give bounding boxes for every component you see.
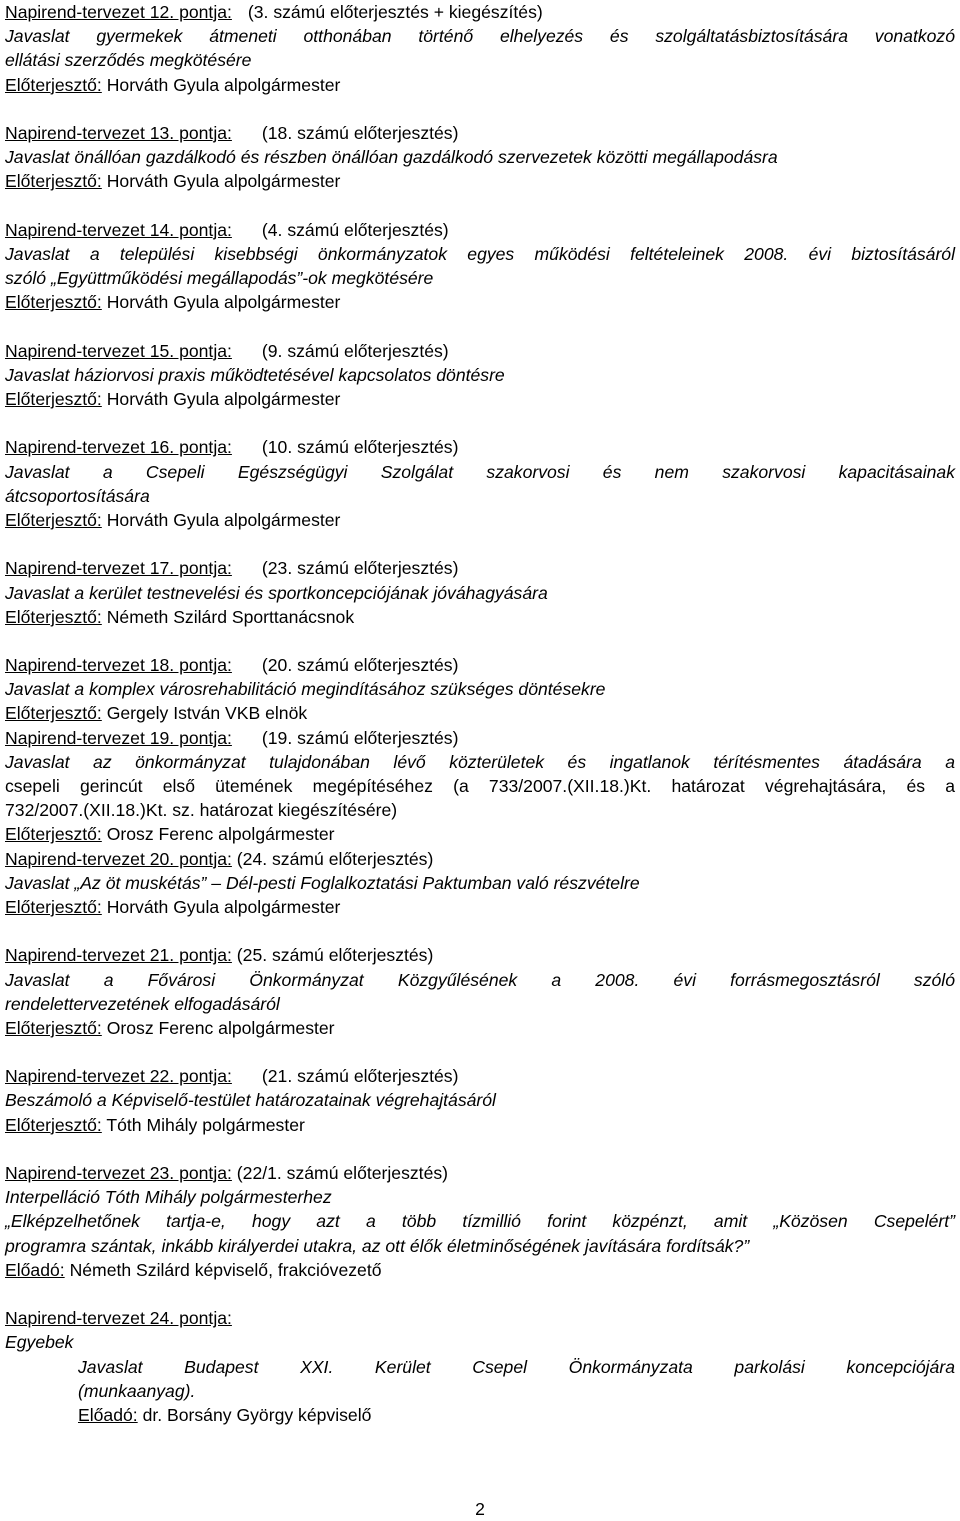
item-title-line: rendelettervezetének elfogadásáról xyxy=(5,993,280,1014)
presenter-label: Előterjesztő: xyxy=(5,703,102,724)
presenter-label: Előterjesztő: xyxy=(5,896,102,917)
presenter-name: Orosz Ferenc alpolgármester xyxy=(106,1017,335,1038)
item-ref: (19. számú előterjesztés) xyxy=(261,727,459,748)
presenter-label: Előterjesztő: xyxy=(5,171,102,192)
presenter-name: Orosz Ferenc alpolgármester xyxy=(106,824,335,845)
item-header xyxy=(5,1306,955,1330)
agenda-item-18 xyxy=(5,653,955,726)
item-header xyxy=(5,218,955,242)
presenter-line xyxy=(5,73,955,97)
item-header xyxy=(5,847,955,871)
item-ref: (9. számú előterjesztés) xyxy=(261,340,449,361)
item-header xyxy=(5,1064,955,1088)
presenter-label: Előterjesztő: xyxy=(5,74,102,95)
item-label: Napirend-tervezet 14. pontja: xyxy=(5,219,232,240)
item-title-line: Javaslat a komplex városrehabilitáció megindításához szükséges döntésekre xyxy=(5,679,606,700)
item-title-line: programra szántak, inkább királyerdei utakra, az ott élők életminőségének javítására fordítsák?” xyxy=(5,1235,750,1256)
item-ref: (21. számú előterjesztés) xyxy=(261,1066,459,1087)
agenda-item-19 xyxy=(5,726,955,847)
item-ref: (18. számú előterjesztés) xyxy=(261,122,459,143)
presenter-label: Előterjesztő: xyxy=(5,389,102,409)
item-header xyxy=(5,435,955,459)
item-label: Napirend-tervezet 20. pontja: xyxy=(5,848,232,869)
item-ref: (24. számú előterjesztés) xyxy=(236,848,434,869)
presenter-name: Németh Szilárd képviselő, frakcióvezető xyxy=(69,1259,382,1280)
item-title-line: Beszámoló a Képviselő-testület határozatainak végrehajtásáról xyxy=(5,1090,496,1111)
presenter-name: dr. Borsány György képviselő xyxy=(142,1404,372,1425)
presenter-label: Előterjesztő: xyxy=(5,824,102,845)
item-ref: (4. számú előterjesztés) xyxy=(261,219,449,240)
agenda-item-17 xyxy=(5,556,955,629)
item-label: Napirend-tervezet 19. pontja: xyxy=(5,727,232,748)
item-label: Napirend-tervezet 15. pontja: xyxy=(5,340,232,361)
presenter-label: Előterjesztő: xyxy=(5,1017,102,1038)
agenda-item-13 xyxy=(5,121,955,194)
sub-item xyxy=(5,1355,955,1428)
agenda-item-23 xyxy=(5,1161,955,1282)
presenter-name: Horváth Gyula alpolgármester xyxy=(106,171,341,192)
item-header xyxy=(5,1161,955,1185)
presenter-name: Horváth Gyula alpolgármester xyxy=(106,292,341,313)
item-ref: (10. számú előterjesztés) xyxy=(261,437,459,458)
presenter-label: Előterjesztő: xyxy=(5,292,102,313)
agenda-item-16 xyxy=(5,435,955,532)
presenter-label: Előterjesztő: xyxy=(5,606,102,627)
presenter-line xyxy=(5,701,955,725)
item-title-line: Egyebek xyxy=(5,1332,74,1353)
page-number: 2 xyxy=(475,1499,485,1519)
item-label: Napirend-tervezet 24. pontja: xyxy=(5,1308,232,1329)
item-header xyxy=(5,556,955,580)
item-header xyxy=(5,0,955,24)
item-label: Napirend-tervezet 23. pontja: xyxy=(5,1163,232,1183)
item-ref: (3. számú előterjesztés + kiegészítés) xyxy=(247,2,543,22)
item-label: Napirend-tervezet 18. pontja: xyxy=(5,655,232,676)
item-title-line: Javaslat háziorvosi praxis működtetésével kapcsolatos döntésre xyxy=(5,364,505,385)
item-title-line: Javaslat az önkormányzat tulajdonában lévő közterületek és ingatlanok térítésmentes átadására a xyxy=(5,751,955,772)
presenter-name: Horváth Gyula alpolgármester xyxy=(106,896,341,917)
item-title-line: csepeli gerincút első ütemének megépítéséhez (a 733/2007.(XII.18.)Kt. határozat végrehajtására, és a xyxy=(5,776,955,796)
sub-item-title-line: Javaslat Budapest XXI. Kerület Csepel Önkormányzata parkolási koncepciójára xyxy=(78,1356,955,1377)
item-label: Napirend-tervezet 17. pontja: xyxy=(5,558,232,579)
presenter-line xyxy=(5,1113,955,1137)
item-title-line: Javaslat a települési kisebbségi önkormányzatok egyes működési feltételeinek 2008. évi biztosításáról xyxy=(5,243,955,264)
presenter-name: Horváth Gyula alpolgármester xyxy=(106,389,341,409)
presenter-label: Előterjesztő: xyxy=(5,1114,102,1135)
item-label: Napirend-tervezet 22. pontja: xyxy=(5,1066,232,1087)
presenter-line xyxy=(5,895,955,919)
agenda-item-21 xyxy=(5,943,955,1040)
presenter-line xyxy=(5,508,955,532)
item-title-line: ellátási szerződés megkötésére xyxy=(5,50,252,71)
item-header xyxy=(5,339,955,363)
item-ref: (20. számú előterjesztés) xyxy=(261,655,459,676)
presenter-label: Előadó: xyxy=(78,1404,138,1425)
agenda-item-14 xyxy=(5,218,955,315)
presenter-name: Horváth Gyula alpolgármester xyxy=(106,509,341,530)
item-label: Napirend-tervezet 16. pontja: xyxy=(5,437,232,458)
presenter-label: Előadó: xyxy=(5,1259,65,1280)
item-title-line: átcsoportosítására xyxy=(5,485,150,506)
item-title-line: Javaslat „Az öt muskétás” – Dél-pesti Foglalkoztatási Paktumban való részvételre xyxy=(5,872,640,893)
presenter-name: Gergely István VKB elnök xyxy=(106,703,308,724)
presenter-line xyxy=(78,1403,955,1427)
presenter-name: Németh Szilárd Sporttanácsnok xyxy=(106,606,355,627)
presenter-line xyxy=(5,822,955,846)
item-label: Napirend-tervezet 21. pontja: xyxy=(5,945,232,966)
item-title-line: Javaslat önállóan gazdálkodó és részben önállóan gazdálkodó szervezetek közötti megállapodásra xyxy=(5,147,778,168)
agenda-item-22 xyxy=(5,1064,955,1137)
item-title-line: 732/2007.(XII.18.)Kt. sz. határozat kiegészítésére) xyxy=(5,800,398,821)
presenter-line xyxy=(5,169,955,193)
presenter-line xyxy=(5,1258,955,1282)
item-title-line: Javaslat a Fővárosi Önkormányzat Közgyűlésének a 2008. évi forrásmegosztásról szóló xyxy=(5,969,955,990)
presenter-line xyxy=(5,387,955,411)
item-header xyxy=(5,653,955,677)
item-title-line: „Elképzelhetőnek tartja-e, hogy azt a több tízmillió forint közpénzt, amit „Közösen Csepelért” xyxy=(5,1211,955,1232)
item-title-line: Javaslat gyermekek átmeneti otthonában történő elhelyezés és szolgáltatásbiztosítására vonatkozó xyxy=(5,26,955,47)
item-title-line: Javaslat a Csepeli Egészségügyi Szolgálat szakorvosi és nem szakorvosi kapacitásainak xyxy=(5,461,955,482)
item-ref: (23. számú előterjesztés) xyxy=(261,558,459,579)
agenda-item-24 xyxy=(5,1306,955,1427)
sub-item-title-line: (munkaanyag). xyxy=(78,1380,196,1401)
presenter-line xyxy=(5,605,955,629)
presenter-name: Horváth Gyula alpolgármester xyxy=(106,74,341,95)
item-title-line: Interpelláció Tóth Mihály polgármesterhez xyxy=(5,1187,332,1208)
item-title-line: szóló „Együttműködési megállapodás”-ok megkötésére xyxy=(5,268,434,289)
item-ref: (25. számú előterjesztés) xyxy=(236,945,434,966)
presenter-label: Előterjesztő: xyxy=(5,509,102,530)
item-ref: (22/1. számú előterjesztés) xyxy=(236,1163,449,1183)
item-title-line: Javaslat a kerület testnevelési és sportkoncepciójának jóváhagyására xyxy=(5,582,548,603)
presenter-line xyxy=(5,290,955,314)
agenda-item-15 xyxy=(5,339,955,412)
item-header xyxy=(5,121,955,145)
item-header xyxy=(5,943,955,967)
item-header xyxy=(5,726,955,750)
item-label: Napirend-tervezet 12. pontja: xyxy=(5,2,232,22)
presenter-name: Tóth Mihály polgármester xyxy=(106,1114,305,1135)
item-label: Napirend-tervezet 13. pontja: xyxy=(5,122,232,143)
agenda-item-12 xyxy=(5,0,955,97)
agenda-item-20 xyxy=(5,847,955,920)
agenda-document xyxy=(5,0,955,1427)
presenter-line xyxy=(5,1016,955,1040)
